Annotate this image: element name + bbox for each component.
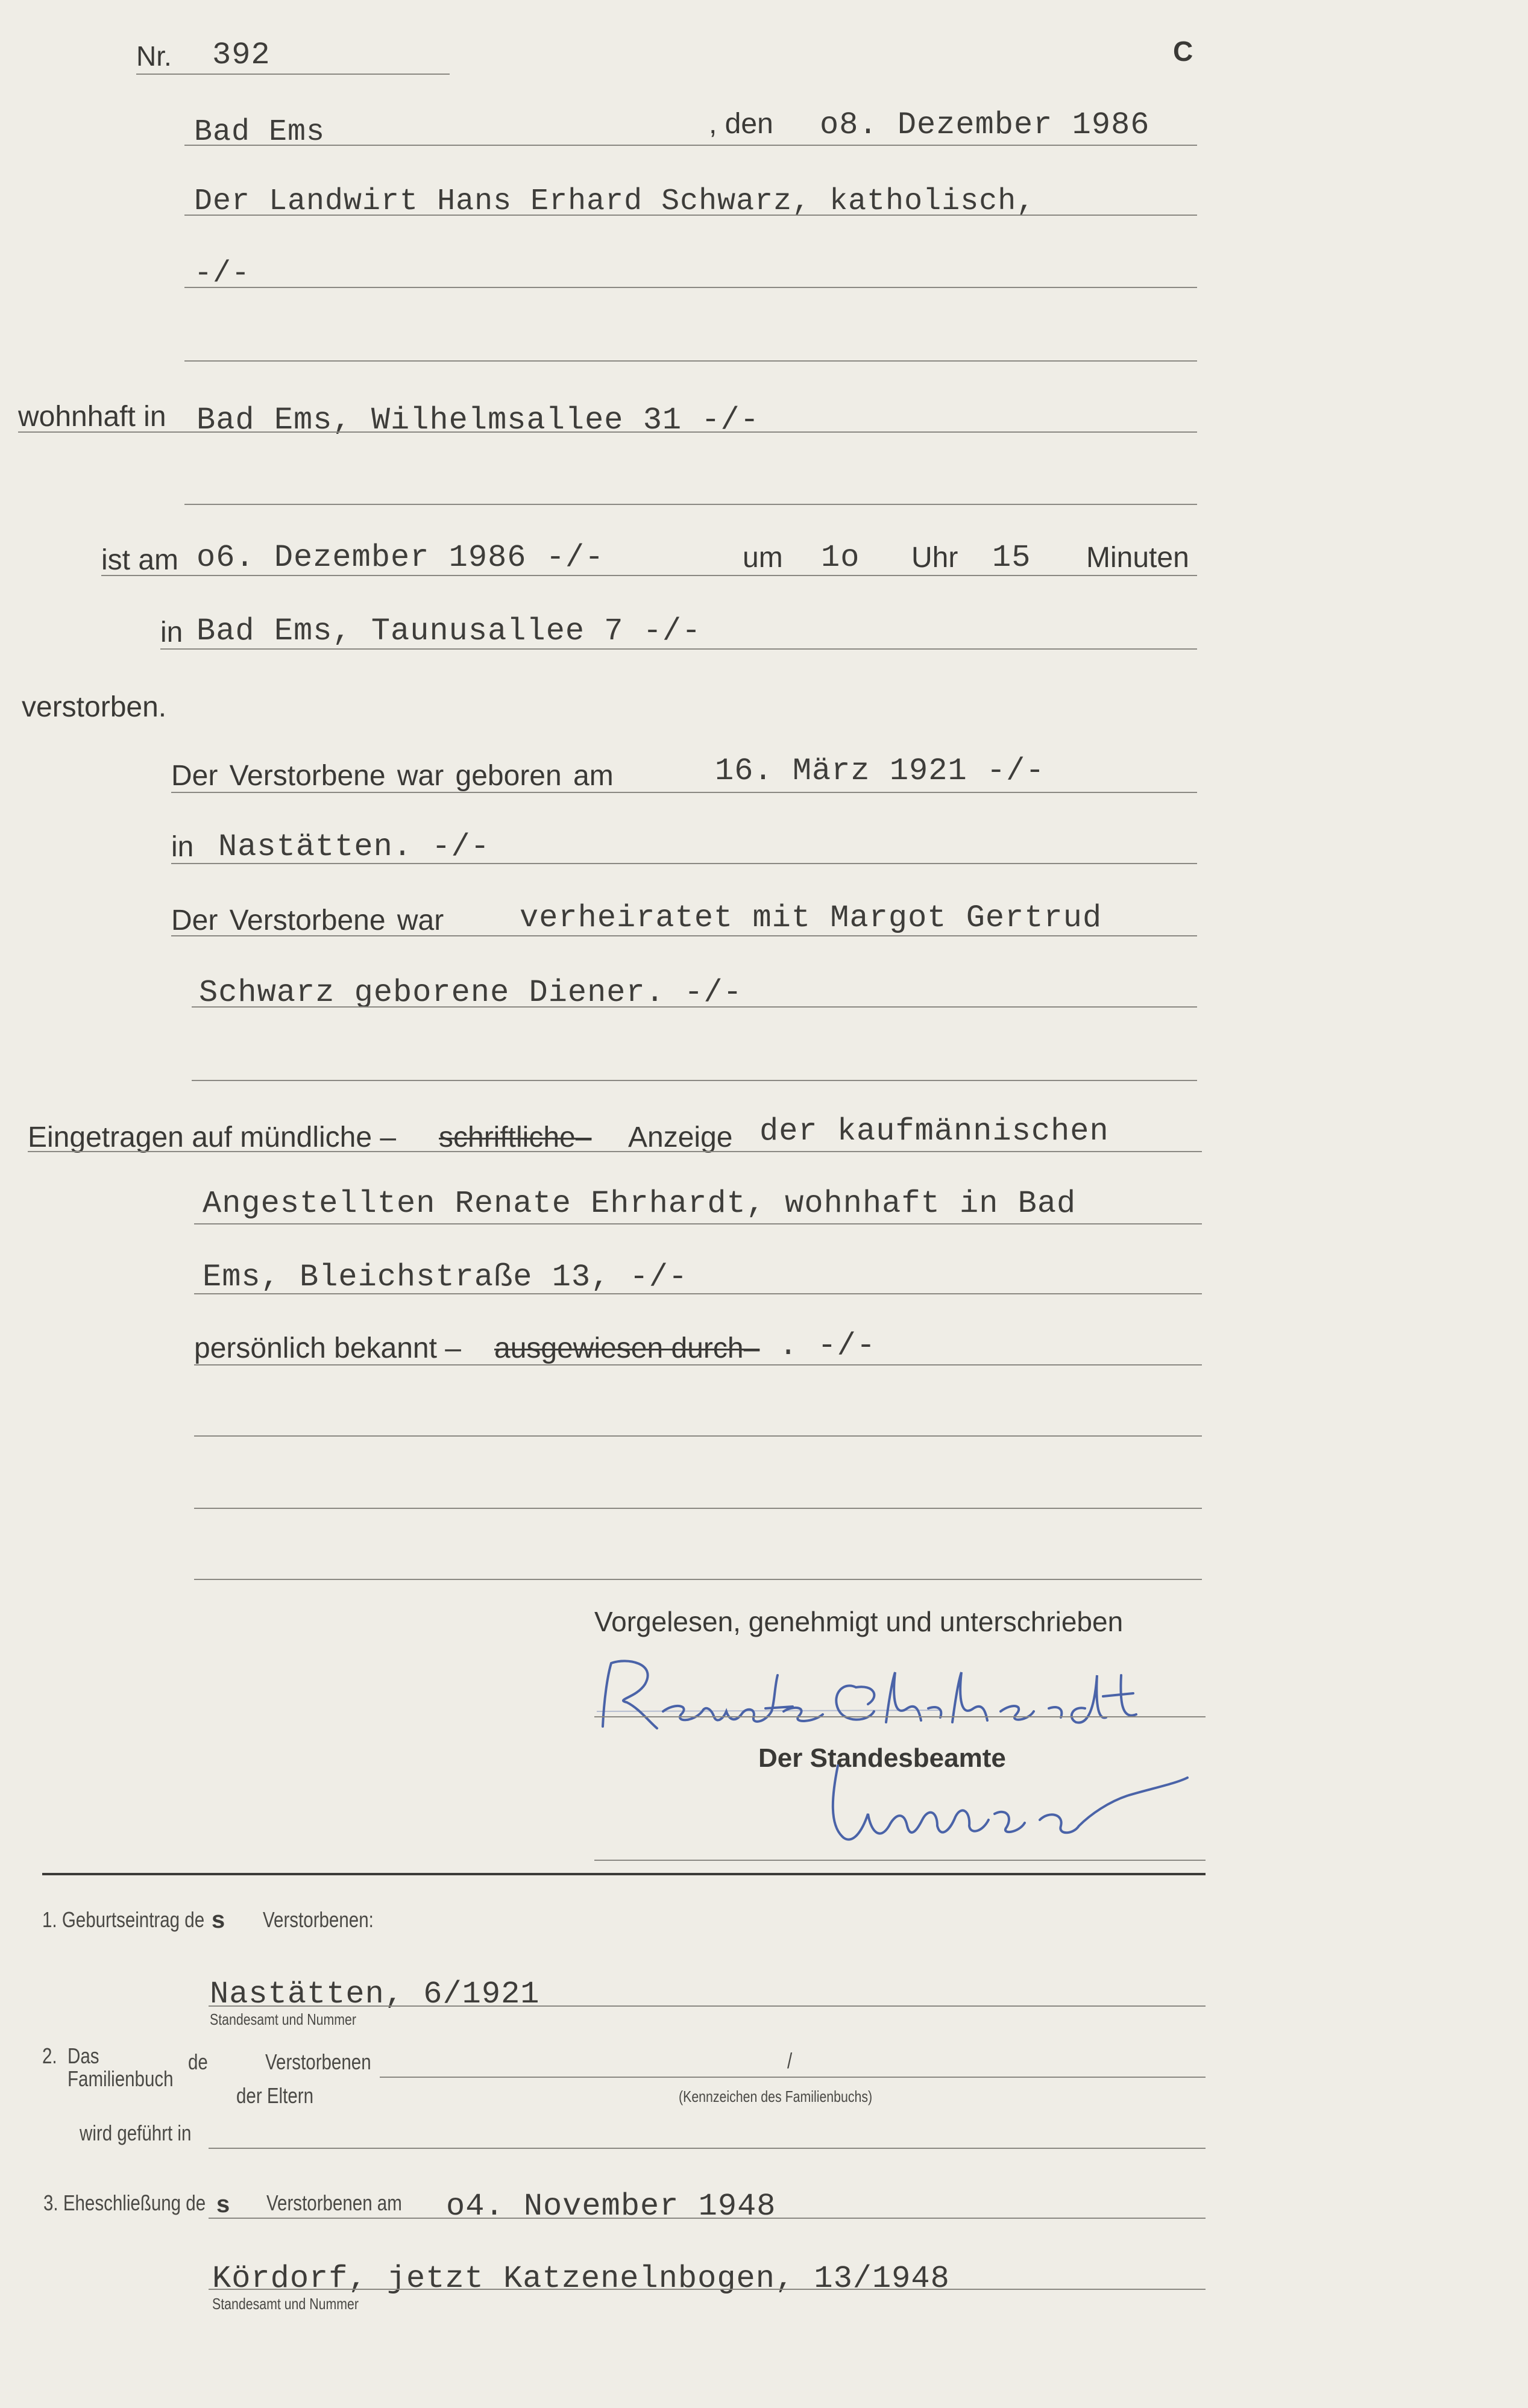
line-13 [28,1151,1202,1152]
line-18 [194,1508,1202,1509]
item2-das: Das [68,2043,99,2068]
line-6 [101,575,1197,576]
eingetragen-label: Eingetragen auf mündliche – [28,1121,397,1153]
in-label: in [160,616,183,648]
anzeige-value1: der kaufmännischen [759,1114,1109,1149]
item2-gefuehrt: wird geführt in [80,2121,192,2145]
item3-label: 3. Eheschließung de [43,2190,206,2215]
born-date: 16. März 1921 -/- [715,753,1045,789]
line-5 [184,504,1197,505]
death-date: o6. Dezember 1986 -/- [197,540,605,575]
nr-value: 392 [212,37,271,73]
line-1 [184,215,1197,216]
married-value1: verheiratet mit Margot Gertrud [520,900,1102,936]
bekannt-label: persönlich bekannt – [194,1332,461,1364]
schriftliche-struck: schriftliche– [439,1121,592,1153]
wohnhaft-value: Bad Ems, Wilhelmsallee 31 -/- [197,403,759,438]
line-19 [194,1579,1202,1580]
item2-num: 2. [42,2043,57,2068]
um-label: um [743,542,783,574]
place-value: Bad Ems [194,115,325,149]
item2-verstorbenen: Verstorbenen [265,2049,371,2074]
item1-caption: Standesamt und Nummer [210,2010,356,2028]
line-3 [184,360,1197,362]
item1-label: 1. Geburtseintrag de [42,1907,205,1932]
born-label: Der Verstorbene war geboren am [171,760,614,792]
item2-slash: / [787,2048,793,2073]
item3-line-2 [209,2289,1206,2290]
item2-line [380,2077,1206,2078]
nr-label: Nr. [136,40,172,72]
item2-eltern: der Eltern [236,2083,313,2108]
line-2 [184,287,1197,288]
anzeige-value3: Ems, Bleichstraße 13, -/- [203,1259,688,1295]
item2-de: de [188,2049,208,2074]
line-16 [194,1364,1202,1365]
line-9 [171,863,1197,864]
item1-suffix: s [211,1908,227,1936]
wohnhaft-label: wohnhaft in [18,401,166,433]
informant-signature [591,1651,1181,1742]
death-place: Bad Ems, Taunusallee 7 -/- [197,613,702,649]
item2-line-2 [209,2148,1206,2149]
item3-suffix: s [216,2193,231,2220]
item3-line [209,2218,1206,2219]
item2-familienbuch: Familienbuch [68,2066,174,2091]
verstorben-text: verstorben. [22,691,167,723]
signature-line-1 [594,1716,1206,1717]
line-11 [192,1006,1197,1008]
item2-kennzeichen: (Kennzeichen des Familienbuchs) [679,2087,873,2105]
line-4 [18,431,1197,433]
item3-place: Kördorf, jetzt Katzenelnbogen, 13/1948 [212,2261,950,2297]
item3-value: o4. November 1948 [446,2189,776,2224]
born-place: Nastätten. -/- [218,829,490,865]
married-value2: Schwarz geborene Diener. -/- [199,975,743,1011]
anzeige-value2: Angestellten Renate Ehrhardt, wohnhaft in Bad [203,1186,1077,1221]
item1-label2: Verstorbenen: [263,1907,374,1932]
page-letter: C [1173,36,1193,67]
minutes-value: 15 [992,540,1031,575]
line-10 [171,935,1197,936]
place-line [184,145,1197,146]
line-8 [171,792,1197,793]
anzeige-label: Anzeige [628,1121,733,1153]
minuten-label: Minuten [1086,542,1189,574]
item3-label2: Verstorbenen am [266,2190,402,2215]
item3-caption: Standesamt und Nummer [212,2295,359,2313]
registrar-signature [826,1760,1212,1856]
bekannt-value: . -/- [779,1328,876,1364]
item1-line [209,2005,1206,2007]
deceased-line1: Der Landwirt Hans Erhard Schwarz, katholisch, [194,184,1036,219]
line-15 [194,1293,1202,1294]
footer-separator [42,1873,1206,1875]
line-17 [194,1435,1202,1437]
ist-am-label: ist am [101,544,179,576]
hour-value: 1o [821,540,860,575]
line-12 [192,1080,1197,1081]
line-14 [194,1223,1202,1224]
nr-line [136,74,450,75]
deceased-line2: -/- [194,257,251,291]
born-in-label: in [171,831,194,863]
den-label: , den [709,108,773,140]
married-label: Der Verstorbene war [171,905,444,936]
date-value: o8. Dezember 1986 [820,107,1150,143]
ausgewiesen-struck: ausgewiesen durch– [494,1332,760,1364]
item1-value: Nastätten, 6/1921 [210,1977,540,2012]
signature-line-2 [594,1860,1206,1861]
uhr-label: Uhr [911,542,958,574]
vorgelesen-text: Vorgelesen, genehmigt und unterschrieben [594,1606,1124,1637]
standesbeamte-label: Der Standesbeamte [758,1743,1006,1773]
line-7 [160,648,1197,650]
